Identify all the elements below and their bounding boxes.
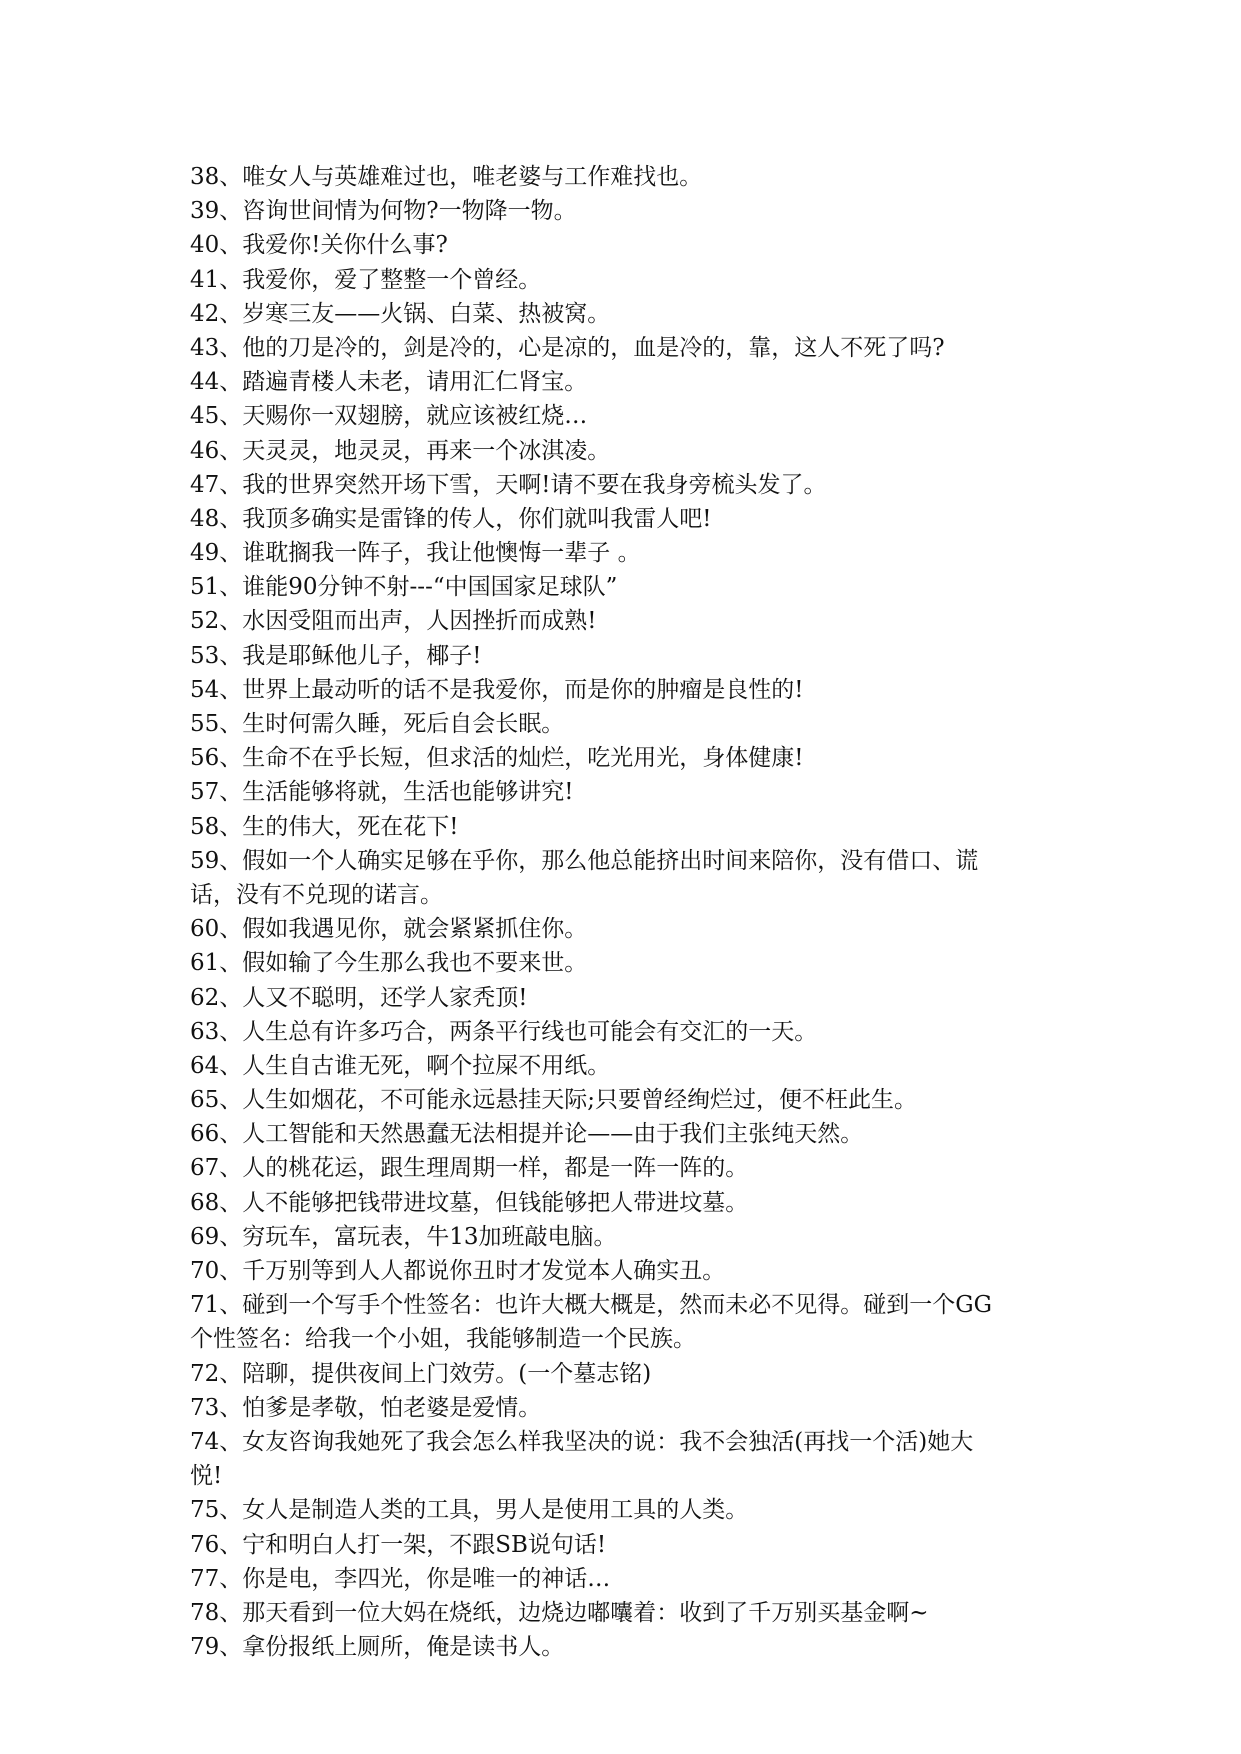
text-line: 66、人工智能和天然愚蠢无法相提并论——由于我们主张纯天然。 — [190, 1121, 864, 1148]
text-line: 41、我爱你，爱了整整一个曾经。 — [190, 266, 542, 293]
text-line: 38、唯女人与英雄难过也，唯老婆与工作难找也。 — [190, 164, 703, 190]
text-line: 45、天赐你一双翅膀，就应该被红烧… — [190, 403, 588, 430]
text-line: 43、他的刀是冷的，剑是冷的，心是凉的，血是冷的，靠，这人不死了吗? — [190, 334, 945, 361]
text-line: 40、我爱你!关你什么事? — [190, 232, 448, 259]
text-line: 个性签名：给我一个小姐，我能够制造一个民族。 — [190, 1326, 696, 1353]
text-line: 58、生的伟大，死在花下! — [190, 813, 459, 840]
text-line: 64、人生自古谁无死，啊个拉屎不用纸。 — [190, 1052, 611, 1079]
text-line: 42、岁寒三友——火锅、白菜、热被窝。 — [190, 300, 611, 327]
text-line: 68、人不能够把钱带进坟墓，但钱能够把人带进坟墓。 — [190, 1189, 749, 1216]
text-line: 49、谁耽搁我一阵子，我让他懊悔一辈子 。 — [190, 540, 641, 567]
text-line: 71、碰到一个写手个性签名：也许大概大概是，然而未必不见得。碰到一个GG — [190, 1292, 993, 1319]
text-line: 73、怕爹是孝敬，怕老婆是爱情。 — [190, 1394, 542, 1421]
text-line: 56、生命不在乎长短，但求活的灿烂，吃光用光，身体健康! — [190, 745, 804, 772]
text-line: 47、我的世界突然开场下雪，天啊!请不要在我身旁梳头发了。 — [190, 471, 827, 498]
text-line: 57、生活能够将就，生活也能够讲究! — [190, 779, 574, 806]
text-line: 62、人又不聪明，还学人家秃顶! — [190, 984, 528, 1011]
text-line: 53、我是耶稣他儿子，椰子! — [190, 642, 482, 669]
text-line: 76、宁和明白人打一架，不跟SB说句话! — [190, 1531, 607, 1558]
text-line: 75、女人是制造人类的工具，男人是使用工具的人类。 — [190, 1497, 749, 1524]
text-line: 46、天灵灵，地灵灵，再来一个冰淇凌。 — [190, 437, 611, 464]
text-line: 63、人生总有许多巧合，两条平行线也可能会有交汇的一天。 — [190, 1018, 818, 1045]
text-line: 65、人生如烟花，不可能永远悬挂天际;只要曾经绚烂过，便不枉此生。 — [190, 1087, 918, 1114]
text-line: 44、踏遍青楼人未老，请用汇仁肾宝。 — [190, 369, 588, 396]
text-line: 78、那天看到一位大妈在烧纸，边烧边嘟囔着：收到了千万别买基金啊~ — [190, 1599, 929, 1626]
text-line: 48、我顶多确实是雷锋的传人，你们就叫我雷人吧! — [190, 505, 712, 532]
text-body — [190, 160, 1060, 1664]
text-line: 61、假如输了今生那么我也不要来世。 — [190, 950, 588, 977]
text-line: 54、世界上最动听的话不是我爱你，而是你的肿瘤是良性的! — [190, 676, 804, 703]
text-line: 69、穷玩车，富玩表，牛13加班敲电脑。 — [190, 1223, 617, 1250]
text-line: 60、假如我遇见你，就会紧紧抓住你。 — [190, 916, 588, 943]
text-line: 39、咨询世间情为何物?一物降一物。 — [190, 198, 577, 225]
text-line: 67、人的桃花运，跟生理周期一样，都是一阵一阵的。 — [190, 1155, 749, 1182]
text-line: 52、水因受阻而出声，人因挫折而成熟! — [190, 608, 597, 635]
text-line: 77、你是电，李四光，你是唯一的神话… — [190, 1565, 611, 1592]
text-line: 51、谁能90分钟不射---“中国国家足球队” — [190, 574, 618, 601]
text-line: 悦! — [190, 1463, 223, 1490]
text-line: 72、陪聊，提供夜间上门效劳。(一个墓志铭) — [190, 1360, 652, 1387]
text-line: 话，没有不兑现的诺言。 — [190, 881, 443, 908]
text-line: 74、女友咨询我她死了我会怎么样我坚决的说：我不会独活(再找一个活)她大 — [190, 1428, 974, 1455]
text-line: 70、千万别等到人人都说你丑时才发觉本人确实丑。 — [190, 1258, 726, 1284]
text-line: 79、拿份报纸上厕所，俺是读书人。 — [190, 1634, 565, 1661]
text-line: 55、生时何需久睡，死后自会长眠。 — [190, 711, 565, 737]
text-line: 59、假如一个人确实足够在乎你，那么他总能挤出时间来陪你，没有借口、谎 — [190, 847, 979, 874]
